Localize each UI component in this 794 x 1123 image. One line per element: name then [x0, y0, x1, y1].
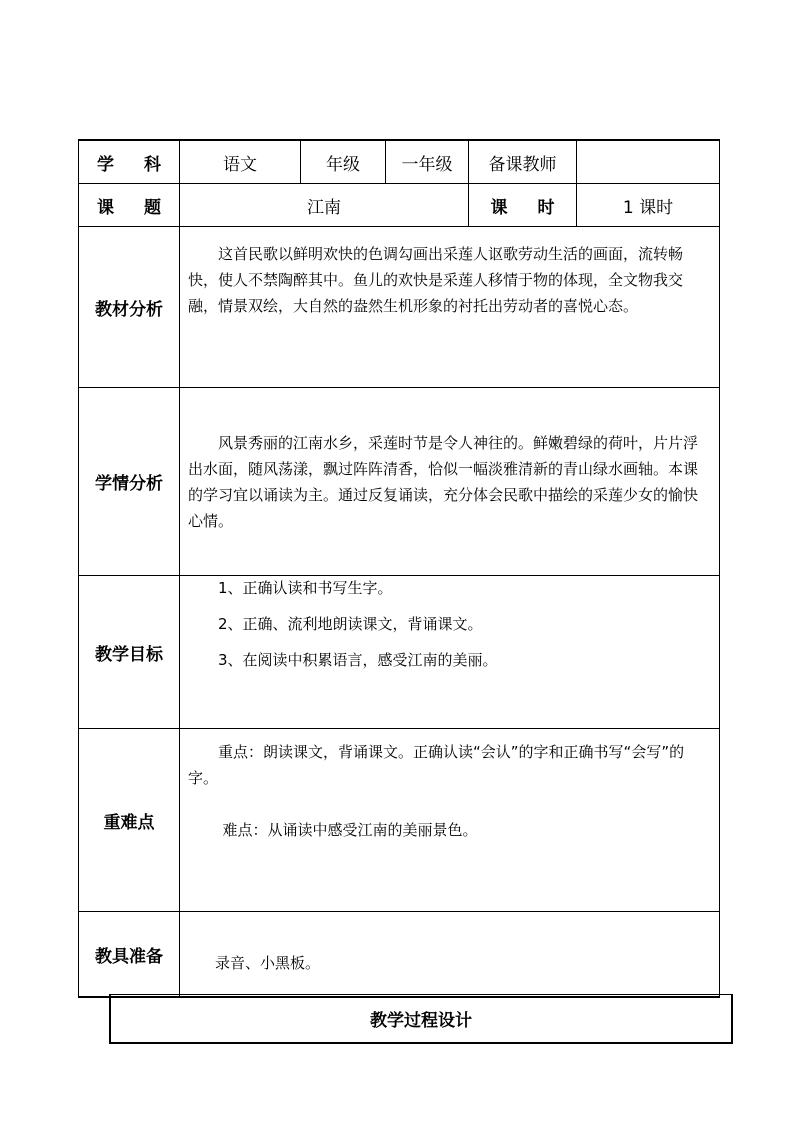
key-point-text: 重点：朗读课文，背诵课文。正确认读“会认”的字和正确书写“会写”的字。	[188, 743, 685, 787]
tools-text: 录音、小黑板。	[215, 954, 321, 972]
topic-value: 江南	[180, 184, 469, 226]
tools-row	[79, 912, 719, 996]
grade-label: 年级	[301, 141, 386, 183]
teaching-goals-content	[180, 576, 719, 728]
subject-value: 语文	[180, 141, 301, 183]
material-analysis-content	[180, 227, 719, 387]
material-analysis-text: 这首民歌以鲜明欢快的色调勾画出采莲人讴歌劳动生活的画面，流转畅快，使人不禁陶醉其中。鱼儿的欢快是采莲人移情于物的体现，全文物我交融，情景双绘，大自然的盎然生机形象的衬托出劳动者的喜悦心态。	[188, 245, 684, 315]
student-analysis-row	[79, 388, 719, 576]
topic-label: 课 题	[79, 184, 180, 226]
material-analysis-label: 教材分析	[79, 227, 180, 387]
hours-label: 课 时	[469, 184, 577, 226]
student-analysis-label: 学情分析	[79, 388, 180, 575]
header-row	[79, 141, 719, 184]
lesson-row	[79, 184, 719, 227]
difficult-point-text: 难点：从诵读中感受江南的美丽景色。	[222, 821, 478, 839]
key-points-label: 重难点	[79, 729, 180, 911]
teaching-goals-row	[79, 576, 719, 729]
student-analysis-text: 风景秀丽的江南水乡，采莲时节是令人神往的。鲜嫩碧绿的荷叶，片片浮出水面，随风荡漾，飘过阵阵清香，恰似一幅淡雅清新的青山绿水画轴。本课的学习宜以诵读为主。通过反复诵读，充分体会民歌中描绘的采莲少女的愉快心情。	[188, 434, 699, 530]
tools-label: 教具准备	[79, 912, 180, 996]
teacher-label: 备课教师	[469, 141, 577, 183]
tools-content	[180, 912, 719, 996]
subject-label: 学 科	[79, 141, 180, 183]
goal-item: 3、在阅读中积累语言，感受江南的美丽。	[218, 651, 498, 669]
goal-item: 2、正确、流利地朗读课文，背诵课文。	[218, 615, 483, 633]
process-title: 教学过程设计	[370, 1011, 472, 1031]
hours-value: 1 课时	[622, 197, 674, 218]
process-title-box	[109, 994, 733, 1044]
goal-item: 1、正确认读和书写生字。	[218, 579, 393, 597]
teaching-goals-label: 教学目标	[79, 576, 180, 728]
material-analysis-row	[79, 227, 719, 388]
grade-value: 一年级	[386, 141, 469, 183]
key-points-content	[180, 729, 719, 911]
key-points-row	[79, 729, 719, 912]
teacher-value	[577, 141, 719, 183]
lesson-plan-table	[78, 139, 720, 998]
student-analysis-content	[180, 388, 719, 575]
